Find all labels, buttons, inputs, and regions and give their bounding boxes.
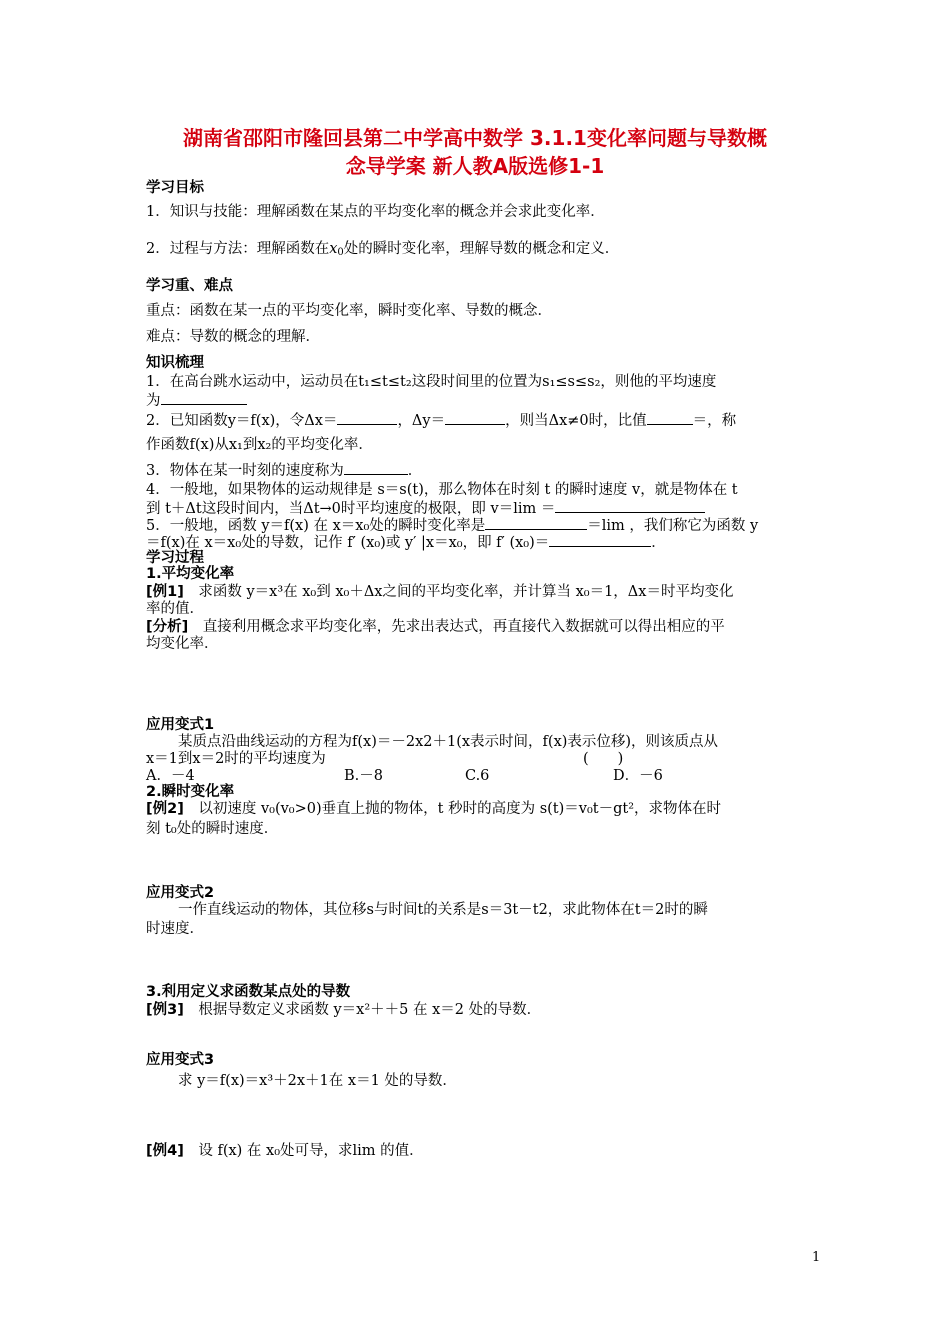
doc-title-line1: 湖南省邵阳市隆回县第二中学高中数学 3.1.1变化率问题与导数概 <box>183 126 767 150</box>
variant2-heading: 应用变式2 <box>146 885 215 901</box>
variant1-option-d: D．－6 <box>613 768 663 784</box>
example1-line1: [例1] 求函数 y＝x³在 x₀到 x₀＋Δx之间的平均变化率，并计算当 x₀＝1，Δx＝时平均变化 <box>146 584 734 600</box>
analysis-line2: 均变化率． <box>146 636 219 652</box>
page-number: 1 <box>812 1250 821 1265</box>
example2-line2: 刻 t₀处的瞬时速度． <box>146 821 279 837</box>
q4-blank <box>555 498 705 513</box>
variant3-heading: 应用变式3 <box>146 1052 215 1068</box>
q5-line2: ＝f(x)在 x＝x₀处的导数，记作 f′ (x₀)或 y′ |x＝x₀，即 f′ (x₀)＝ ． <box>146 532 666 553</box>
example2-line1: [例2] 以初速度 v₀(v₀>0)垂直上抛的物体，t 秒时的高度为 s(t)＝v₀t－gt²，求物体在时 <box>146 801 722 817</box>
variant2-line2: 时速度． <box>146 921 204 937</box>
variant1-line1: 某质点沿曲线运动的方程为f(x)＝－2x2＋1(x表示时间，f(x)表示位移)，则该质点从 <box>178 734 719 750</box>
q2-line1: 2．已知函数y＝f(x)，令Δx＝ ，Δy＝ ，则当Δx≠0时，比值 ＝，称 <box>146 410 736 431</box>
q4-line1: 4．一般地，如果物体的运动规律是 s＝s(t)，那么物体在时刻 t 的瞬时速度 v，就是物体在 t <box>146 482 738 498</box>
q1-line2: 为 <box>146 390 247 411</box>
variant1-option-b: B.－8 <box>344 768 383 784</box>
section2-heading: 2.瞬时变化率 <box>146 784 235 800</box>
variant1-heading: 应用变式1 <box>146 717 215 733</box>
difficulty-text: 难点：导数的概念的理解． <box>146 329 320 345</box>
q1-blank <box>161 390 247 405</box>
example4-line: [例4] 设 f(x) 在 x₀处可导，求lim 的值． <box>146 1143 424 1159</box>
analysis-line1: [分析] 直接利用概念求平均变化率，先求出表达式，再直接代入数据就可以得出相应的平 <box>146 619 725 635</box>
knowledge-heading: 知识梳理 <box>146 355 204 371</box>
q2-blank-dy <box>445 410 505 425</box>
example3-line: [例3] 根据导数定义求函数 y＝x²＋＋5 在 x＝2 处的导数． <box>146 1002 542 1018</box>
doc-title-line2: 念导学案 新人教A版选修1-1 <box>345 154 605 178</box>
section3-heading: 3.利用定义求函数某点处的导数 <box>146 984 351 1000</box>
variant2-line1: 一作直线运动的物体，其位移s与时间t的关系是s＝3t－t2，求此物体在t＝2时的瞬 <box>178 902 708 918</box>
q2-line2: 作函数f(x)从x₁到x₂的平均变化率． <box>146 437 373 453</box>
section1-heading: 1.平均变化率 <box>146 566 235 582</box>
variant1-option-a: A．－4 <box>146 768 195 784</box>
goals-heading: 学习目标 <box>146 180 204 196</box>
variant3-line: 求 y＝f(x)＝x³＋2x＋1在 x＝1 处的导数． <box>178 1073 457 1089</box>
variant1-line2: x＝1到x＝2时的平均速度为 <box>146 751 326 767</box>
goal-item-1: 1．知识与技能：理解函数在某点的平均变化率的概念并会求此变化率． <box>146 204 605 220</box>
variant1-answer-paren: ( ) <box>583 751 624 767</box>
q2-blank-ratio <box>647 410 693 425</box>
q4-line2: 到 t＋Δt这段时间内，当Δt→0时平均速度的极限，即 v＝lim ＝ <box>146 498 705 519</box>
q5-blank-a <box>485 515 587 530</box>
q5-line1: 5．一般地，函数 y＝f(x) 在 x＝x₀处的瞬时变化率是 ＝lim ，我们称它为函数 y <box>146 515 758 536</box>
q3-line: 3．物体在某一时刻的速度称为 ． <box>146 460 422 481</box>
example1-line2: 率的值． <box>146 601 204 617</box>
q3-blank <box>344 460 408 475</box>
variant1-option-c: C.6 <box>465 768 490 784</box>
q1-line1: 1．在高台跳水运动中，运动员在t₁≤t≤t₂这段时间里的位置为s₁≤s≤s₂，则他的平均速度 <box>146 374 717 390</box>
q2-blank-dx <box>337 410 397 425</box>
keypoints-heading: 学习重、难点 <box>146 278 233 294</box>
focus-text: 重点：函数在某一点的平均变化率，瞬时变化率、导数的概念． <box>146 303 552 319</box>
goal-item-2: 2．过程与方法：理解函数在$x_0$处的瞬时变化率，理解导数的概念和定义． <box>146 241 620 258</box>
process-heading: 学习过程 <box>146 550 204 566</box>
q5-blank-b <box>549 532 651 547</box>
